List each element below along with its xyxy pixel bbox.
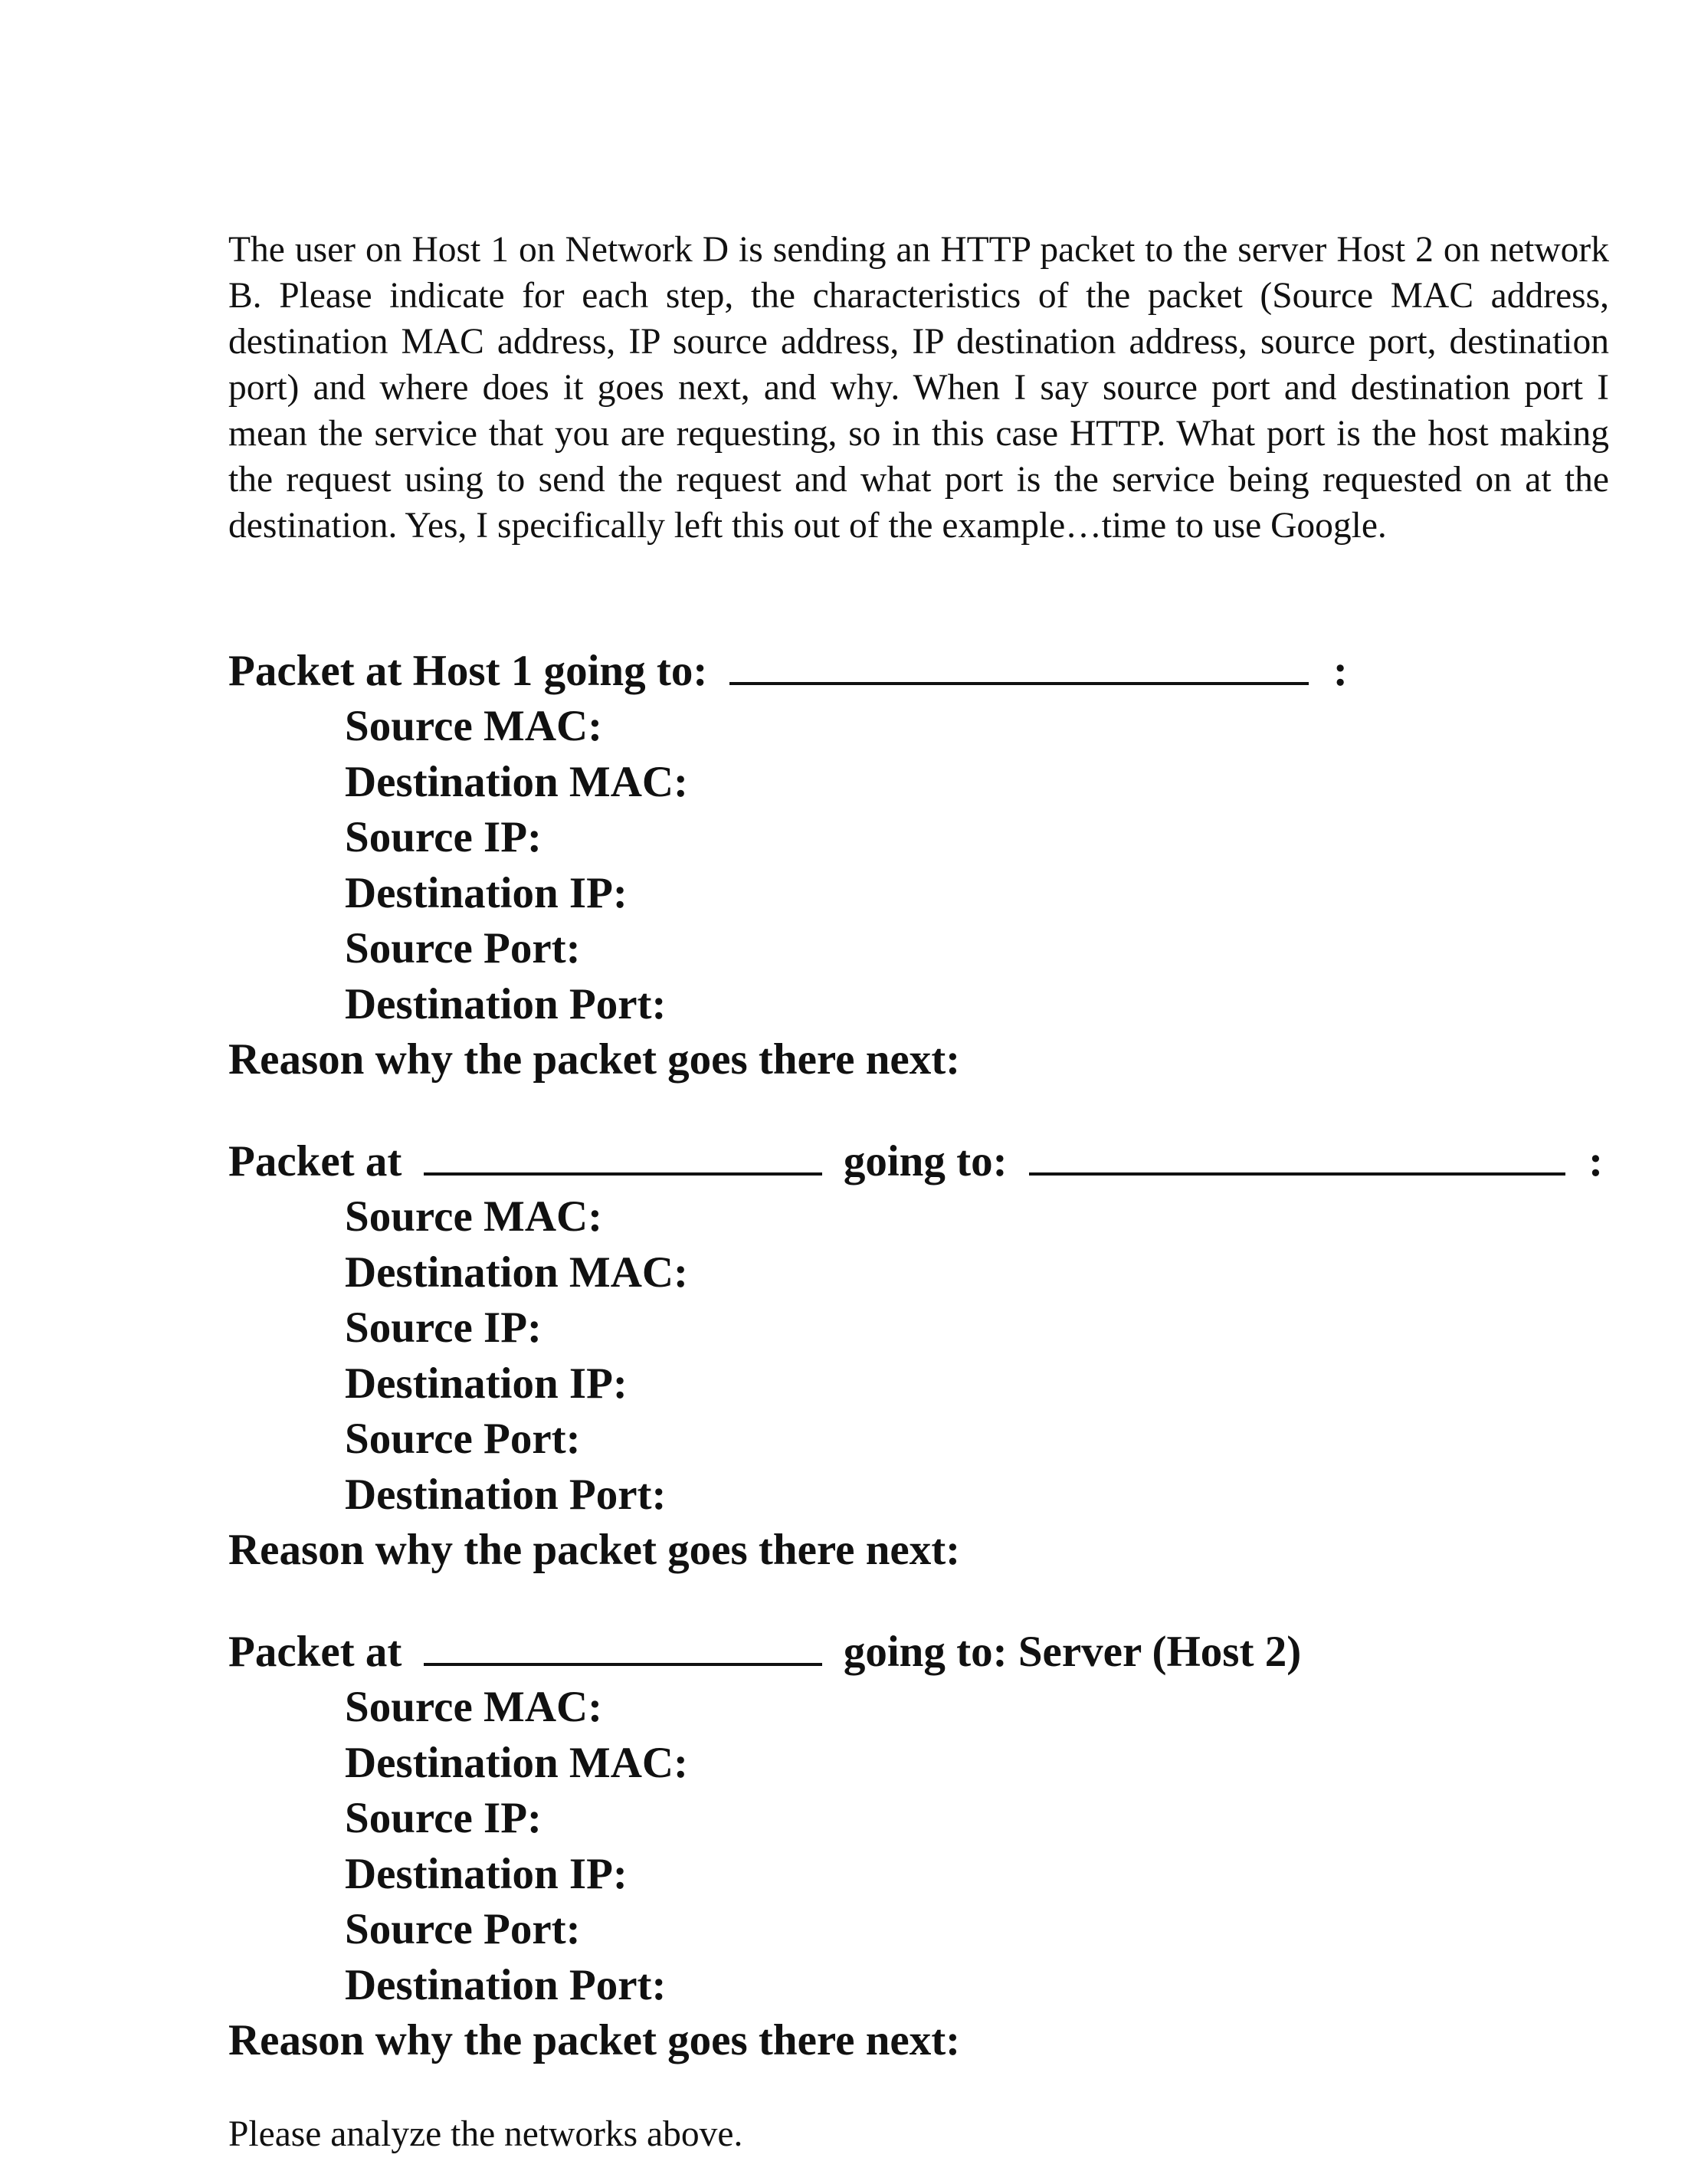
step-1-heading <box>228 644 1609 699</box>
destination-ip-label: Destination IP: <box>345 868 628 917</box>
destination-port-label: Destination Port: <box>345 1470 667 1519</box>
packet-step-3 <box>228 1625 1609 2069</box>
step-2-heading <box>228 1134 1609 1189</box>
destination-mac-label: Destination MAC: <box>345 1248 689 1297</box>
source-ip-label: Source IP: <box>345 1304 542 1352</box>
source-ip-label: Source IP: <box>345 1794 542 1842</box>
footer-note: Please analyze the networks above. <box>228 2114 743 2154</box>
source-port-label: Source Port: <box>345 924 581 972</box>
reason-label: Reason why the packet goes there next: <box>228 2016 961 2064</box>
packet-step-1 <box>228 644 1609 1088</box>
destination-port-label: Destination Port: <box>345 1960 667 2009</box>
destination-ip-label: Destination IP: <box>345 1359 628 1408</box>
step-3-heading-prefix: Packet at <box>228 1628 402 1676</box>
destination-mac-label: Destination MAC: <box>345 757 689 806</box>
packet-step-2 <box>228 1134 1609 1579</box>
step-2-heading-suffix: : <box>1588 1137 1604 1185</box>
step-3-heading-middle: going to: Server (Host 2) <box>843 1628 1302 1676</box>
destination-mac-label: Destination MAC: <box>345 1738 689 1787</box>
step-3-location-blank[interactable] <box>424 1625 822 1666</box>
step-2-heading-prefix: Packet at <box>228 1137 402 1185</box>
step-2-location-blank[interactable] <box>424 1134 822 1176</box>
reason-label: Reason why the packet goes there next: <box>228 1526 961 1574</box>
source-mac-label: Source MAC: <box>345 702 603 750</box>
step-3-heading <box>228 1625 1609 1680</box>
instructions-paragraph: The user on Host 1 on Network D is sending an HTTP packet to the server Host 2 on network B. Please indicate for each step, the characteristics of the packet (Source MAC address, destination MAC address, IP source address, IP destination address, source port, destination port) and where does it goes next, and why. When I say source port and destination port I mean the service that you are requesting, so in this case HTTP. What port is the host making the request using to send the request and what port is the service being requested on at the destination. Yes, I specifically left this out of the example…time to use Google. <box>228 230 1609 546</box>
source-port-label: Source Port: <box>345 1905 581 1953</box>
source-mac-label: Source MAC: <box>345 1192 603 1241</box>
source-mac-label: Source MAC: <box>345 1683 603 1731</box>
step-1-heading-suffix: : <box>1332 647 1348 695</box>
step-1-heading-prefix: Packet at Host 1 going to: <box>228 647 708 695</box>
step-2-destination-blank[interactable] <box>1029 1134 1565 1176</box>
source-ip-label: Source IP: <box>345 813 542 861</box>
step-2-heading-middle: going to: <box>843 1137 1008 1185</box>
reason-label: Reason why the packet goes there next: <box>228 1035 961 1084</box>
step-1-destination-blank[interactable] <box>729 644 1309 685</box>
destination-port-label: Destination Port: <box>345 979 667 1028</box>
destination-ip-label: Destination IP: <box>345 1849 628 1898</box>
source-port-label: Source Port: <box>345 1415 581 1463</box>
